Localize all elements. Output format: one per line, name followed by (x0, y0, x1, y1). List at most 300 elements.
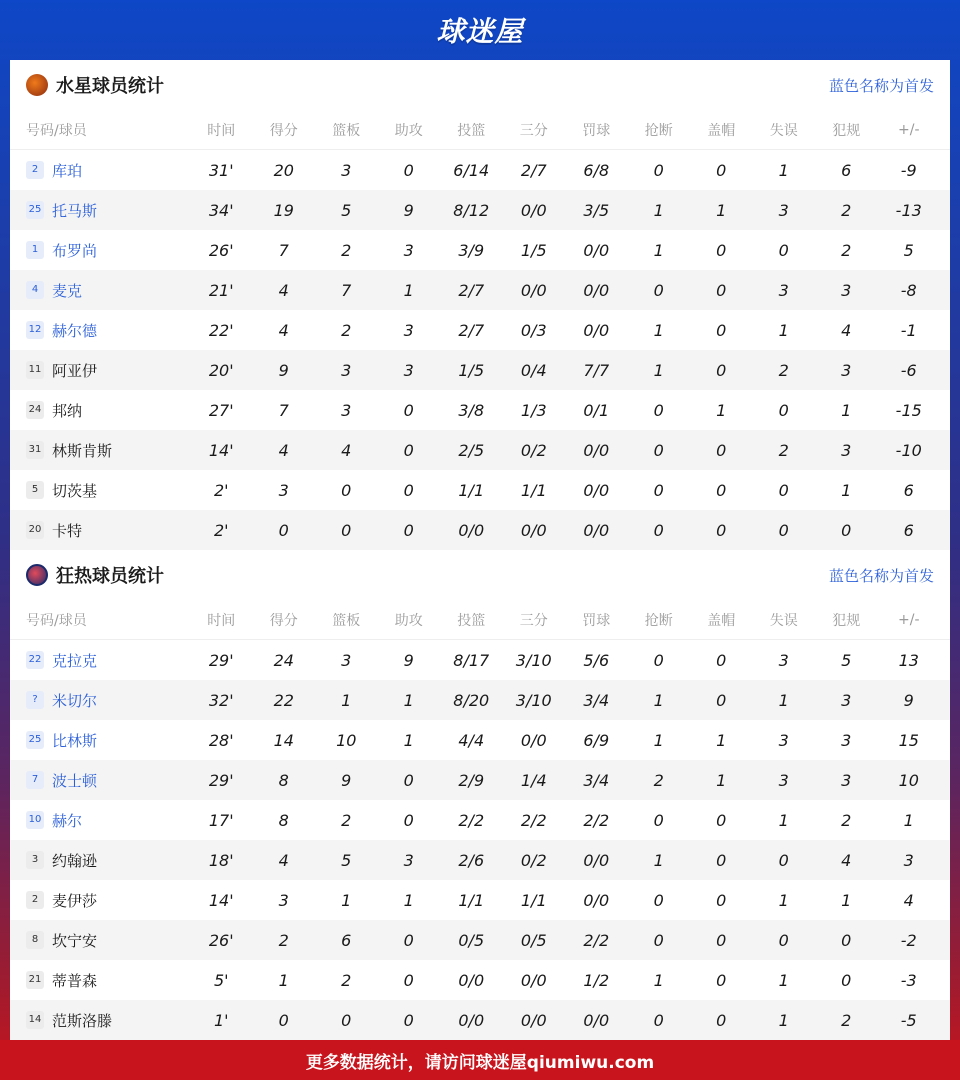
column-header: 抢断 (644, 122, 673, 139)
stat-cell: 0 (716, 480, 727, 500)
stat-cell: 3/5 (583, 200, 610, 220)
column-header: +/- (898, 121, 920, 138)
player-cell (10, 690, 190, 711)
stat-cell: 3 (778, 280, 789, 300)
stat-cell: 0 (341, 480, 352, 500)
stat-cell: 13 (898, 650, 919, 670)
stat-cell: -3 (900, 970, 917, 990)
stat-cell: 0 (716, 810, 727, 830)
stat-cell: 19 (273, 200, 294, 220)
stat-cell: 3 (403, 360, 414, 380)
column-header: 助攻 (394, 612, 423, 629)
stat-cell: 1/1 (520, 480, 547, 500)
stat-cell: 3 (778, 200, 789, 220)
stat-cell: 2/9 (458, 770, 485, 790)
stat-cell: 0 (403, 810, 414, 830)
player-row[interactable] (10, 800, 950, 840)
player-name: 阿亚伊 (52, 361, 98, 380)
stat-cell: 0/2 (520, 850, 547, 870)
player-cell (10, 810, 190, 831)
player-name[interactable]: 托马斯 (52, 201, 98, 220)
stat-cell: 1 (778, 1010, 789, 1030)
jersey-number-badge: 8 (26, 931, 44, 949)
stat-cell: 31' (208, 160, 234, 180)
jersey-number-badge: 31 (26, 441, 44, 459)
stat-cell: 0 (278, 520, 289, 540)
jersey-number-badge: 21 (26, 971, 44, 989)
player-cell (10, 520, 190, 541)
player-row[interactable] (10, 680, 950, 720)
stat-cell: 0 (653, 1010, 664, 1030)
player-cell (10, 200, 190, 221)
stat-cell: 0/0 (520, 1010, 547, 1030)
stat-cell: 1 (653, 200, 664, 220)
column-header-row (10, 600, 950, 640)
stat-cell: 7 (341, 280, 352, 300)
stat-cell: -2 (900, 930, 917, 950)
stat-cell: 3/9 (458, 240, 485, 260)
stat-cell: 9 (341, 770, 352, 790)
stat-cell: 1/1 (458, 890, 485, 910)
player-name[interactable]: 布罗尚 (52, 241, 98, 260)
stat-cell: -9 (900, 160, 917, 180)
column-header: 得分 (269, 122, 298, 139)
team-stats-panel-1 (10, 60, 950, 550)
stat-cell: 0 (716, 240, 727, 260)
player-row[interactable] (10, 430, 950, 470)
stat-cell: 0 (716, 320, 727, 340)
stat-cell: 3 (841, 690, 852, 710)
player-row[interactable] (10, 920, 950, 960)
jersey-number-badge: 10 (26, 811, 44, 829)
stat-cell: 29' (208, 650, 234, 670)
stat-cell: 20' (208, 360, 234, 380)
stat-cell: 2 (841, 200, 852, 220)
stat-cell: 3/4 (583, 690, 610, 710)
stat-cell: 0 (716, 690, 727, 710)
starter-legend-note: 蓝色名称为首发 (828, 76, 934, 95)
panel-title-row (10, 60, 950, 110)
stat-cell: 2' (213, 520, 229, 540)
stat-cell: 2 (841, 1010, 852, 1030)
jersey-number-badge: ? (26, 691, 44, 709)
stat-cell: 1 (653, 850, 664, 870)
stat-cell: 0/4 (520, 360, 547, 380)
stat-cell: 6/8 (583, 160, 610, 180)
jersey-number-badge: 14 (26, 1011, 44, 1029)
stat-cell: 3 (341, 360, 352, 380)
stat-cell: 28' (208, 730, 234, 750)
stat-cell: 3 (903, 850, 914, 870)
stat-cell: 3 (278, 890, 289, 910)
player-name[interactable]: 库珀 (52, 161, 83, 180)
stat-cell: 8 (278, 810, 289, 830)
stat-cell: 2 (841, 810, 852, 830)
stat-cell: 17' (208, 810, 234, 830)
stat-cell: 0 (716, 930, 727, 950)
stat-cell: 0/0 (458, 970, 485, 990)
stat-cell: 3 (341, 160, 352, 180)
stat-cell: 0 (403, 520, 414, 540)
stat-cell: 3 (778, 650, 789, 670)
player-cell (10, 320, 190, 341)
stat-cell: 3 (778, 770, 789, 790)
jersey-number-badge: 25 (26, 201, 44, 219)
stat-cell: 0 (653, 930, 664, 950)
stat-cell: 0 (716, 440, 727, 460)
stat-cell: 2 (341, 810, 352, 830)
stat-cell: 3 (841, 770, 852, 790)
stat-cell: 1 (341, 690, 352, 710)
player-row[interactable] (10, 640, 950, 680)
stat-cell: 0 (403, 440, 414, 460)
stat-cell: 0/1 (583, 400, 610, 420)
stat-cell: 2 (778, 440, 789, 460)
player-name[interactable]: 赫尔 (52, 811, 83, 830)
team-logo-icon (26, 564, 48, 586)
column-header: 失误 (769, 122, 798, 139)
player-row[interactable] (10, 190, 950, 230)
player-cell (10, 240, 190, 261)
stat-cell: 0/0 (583, 280, 610, 300)
stat-cell: 3/10 (515, 650, 552, 670)
player-row[interactable] (10, 270, 950, 310)
stat-cell: 2 (778, 360, 789, 380)
stat-cell: 32' (208, 690, 234, 710)
stat-cell: 9 (403, 200, 414, 220)
stat-cell: 24 (273, 650, 294, 670)
stat-cell: 0 (653, 480, 664, 500)
stat-cell: 1 (653, 730, 664, 750)
stat-cell: 2/5 (458, 440, 485, 460)
stat-cell: 0 (403, 930, 414, 950)
stat-cell: 2/2 (520, 810, 547, 830)
stat-cell: 1 (778, 890, 789, 910)
player-name[interactable]: 麦克 (52, 281, 83, 300)
stat-cell: 0 (778, 400, 789, 420)
player-row[interactable] (10, 390, 950, 430)
stat-cell: 3/10 (515, 690, 552, 710)
player-row[interactable] (10, 350, 950, 390)
column-header: 盖帽 (707, 122, 736, 139)
stat-cell: 2/2 (583, 810, 610, 830)
player-cell (10, 480, 190, 501)
stat-cell: 0 (716, 850, 727, 870)
stat-cell: -13 (895, 200, 922, 220)
player-name: 坎宁安 (52, 931, 98, 950)
stat-cell: 0 (653, 280, 664, 300)
footer-banner[interactable] (0, 1040, 960, 1080)
player-cell (10, 930, 190, 951)
stat-cell: 0/0 (583, 320, 610, 340)
stat-cell: 0 (403, 480, 414, 500)
stat-cell: 1/4 (520, 770, 547, 790)
stat-cell: 4 (278, 280, 289, 300)
player-cell (10, 1010, 190, 1031)
stat-cell: 26' (208, 240, 234, 260)
player-cell (10, 890, 190, 911)
stat-cell: 14' (208, 440, 234, 460)
stat-cell: 2 (278, 930, 289, 950)
footer-link-text[interactable]: 更多数据统计，请访问球迷屋qiumiwu.com (305, 1052, 655, 1073)
stat-cell: 4 (278, 850, 289, 870)
stat-cell: 2' (213, 480, 229, 500)
stat-cell: 0/0 (520, 730, 547, 750)
column-header: 时间 (207, 122, 236, 139)
stat-cell: 0/0 (458, 520, 485, 540)
stat-cell: 6 (841, 160, 852, 180)
stat-cell: 0/2 (520, 440, 547, 460)
player-cell (10, 280, 190, 301)
player-row[interactable] (10, 960, 950, 1000)
stat-cell: 2/7 (458, 320, 485, 340)
stat-cell: 34' (208, 200, 234, 220)
stat-cell: 2 (341, 240, 352, 260)
brand-logo: 球迷屋 (436, 15, 524, 48)
stat-cell: 0 (403, 970, 414, 990)
jersey-number-badge: 5 (26, 481, 44, 499)
jersey-number-badge: 1 (26, 241, 44, 259)
stat-cell: 0 (716, 280, 727, 300)
stat-cell: 1 (903, 810, 914, 830)
stat-cell: 5 (903, 240, 914, 260)
player-name: 范斯洛滕 (52, 1011, 113, 1030)
top-banner (0, 0, 960, 60)
stat-cell: 0/5 (458, 930, 485, 950)
team-stats-panel-2 (10, 550, 950, 1040)
stat-cell: 10 (898, 770, 919, 790)
stat-cell: 0 (653, 440, 664, 460)
jersey-number-badge: 24 (26, 401, 44, 419)
stat-cell: 6 (903, 520, 914, 540)
stat-cell: 1 (403, 890, 414, 910)
column-header: 犯规 (832, 612, 861, 629)
stat-cell: 0 (653, 520, 664, 540)
stat-cell: 2/6 (458, 850, 485, 870)
starter-legend-note: 蓝色名称为首发 (828, 566, 934, 585)
team-logo-icon (26, 74, 48, 96)
stat-cell: -1 (900, 320, 917, 340)
stat-cell: 1 (653, 970, 664, 990)
jersey-number-badge: 22 (26, 651, 44, 669)
stat-cell: 0/0 (583, 520, 610, 540)
stat-cell: 7 (278, 400, 289, 420)
column-header: 盖帽 (707, 612, 736, 629)
stat-cell: 2 (841, 240, 852, 260)
stat-cell: 5 (341, 850, 352, 870)
stat-cell: 3 (841, 440, 852, 460)
stat-cell: 1/1 (520, 890, 547, 910)
stat-cell: 0 (778, 480, 789, 500)
player-name: 卡特 (52, 521, 83, 540)
column-header: 犯规 (832, 122, 861, 139)
stat-cell: 0/3 (520, 320, 547, 340)
column-header-row (10, 110, 950, 150)
stat-cell: 1 (841, 480, 852, 500)
stat-cell: 0 (778, 240, 789, 260)
player-name[interactable]: 波士顿 (52, 771, 98, 790)
stat-cell: 27' (208, 400, 234, 420)
stat-cell: 10 (336, 730, 357, 750)
stat-cell: 0/0 (520, 280, 547, 300)
stat-cell: 1 (778, 320, 789, 340)
player-cell (10, 440, 190, 461)
stat-cell: 3 (841, 360, 852, 380)
stat-cell: 0/0 (458, 1010, 485, 1030)
player-row[interactable] (10, 880, 950, 920)
jersey-number-badge: 12 (26, 321, 44, 339)
stat-cell: 8/20 (453, 690, 490, 710)
column-header: 罚球 (582, 612, 611, 629)
stat-cell: 0 (716, 970, 727, 990)
column-header: 三分 (519, 122, 548, 139)
stat-cell: 3 (278, 480, 289, 500)
stat-cell: 9 (903, 690, 914, 710)
stat-cell: 1 (778, 160, 789, 180)
player-row[interactable] (10, 150, 950, 190)
stat-cell: 14' (208, 890, 234, 910)
stat-cell: 4 (841, 320, 852, 340)
stat-cell: 3 (341, 400, 352, 420)
jersey-number-badge: 20 (26, 521, 44, 539)
stat-cell: 3 (841, 280, 852, 300)
stat-cell: 22 (273, 690, 294, 710)
player-cell (10, 160, 190, 181)
stat-cell: -8 (900, 280, 917, 300)
stat-cell: 15 (898, 730, 919, 750)
stat-cell: 0 (653, 400, 664, 420)
stat-cell: 1 (653, 360, 664, 380)
stat-cell: 0 (778, 930, 789, 950)
stat-cell: 1 (778, 970, 789, 990)
stat-cell: 0/0 (583, 850, 610, 870)
stat-cell: 1/3 (520, 400, 547, 420)
stat-cell: 8 (278, 770, 289, 790)
jersey-number-badge: 2 (26, 161, 44, 179)
column-header: 号码/球员 (26, 612, 87, 629)
stat-cell: 2 (653, 770, 664, 790)
stat-cell: -15 (895, 400, 922, 420)
column-header: +/- (898, 611, 920, 628)
stat-cell: 0 (778, 850, 789, 870)
stat-cell: 6 (341, 930, 352, 950)
stat-cell: 3/8 (458, 400, 485, 420)
stat-cell: 4 (341, 440, 352, 460)
stat-cell: 0/0 (583, 440, 610, 460)
stat-cell: 0 (341, 520, 352, 540)
player-cell (10, 650, 190, 671)
stat-cell: 2 (341, 970, 352, 990)
jersey-number-badge: 2 (26, 891, 44, 909)
stat-cell: 1 (716, 770, 727, 790)
column-header: 抢断 (644, 612, 673, 629)
player-cell (10, 400, 190, 421)
stat-cell: 0 (841, 970, 852, 990)
stat-cell: 0 (716, 160, 727, 180)
player-cell (10, 360, 190, 381)
player-row[interactable] (10, 470, 950, 510)
player-cell (10, 730, 190, 751)
team-stats-title: 狂热球员统计 (56, 566, 164, 587)
stat-cell: 1 (716, 200, 727, 220)
stat-cell: 7 (278, 240, 289, 260)
stat-cell: -6 (900, 360, 917, 380)
jersey-number-badge: 25 (26, 731, 44, 749)
player-row[interactable] (10, 230, 950, 270)
column-header: 投篮 (457, 612, 486, 629)
stat-cell: 1 (653, 240, 664, 260)
stat-cell: 4/4 (458, 730, 485, 750)
stat-cell: 0/0 (583, 480, 610, 500)
column-header: 三分 (519, 612, 548, 629)
player-row[interactable] (10, 310, 950, 350)
stat-cell: 3 (778, 730, 789, 750)
stat-cell: 0 (778, 520, 789, 540)
player-name[interactable]: 比林斯 (52, 731, 98, 750)
stat-cell: 0/5 (520, 930, 547, 950)
player-row[interactable] (10, 760, 950, 800)
stat-cell: 5' (213, 970, 229, 990)
stat-cell: 1/1 (458, 480, 485, 500)
stat-cell: 1 (716, 730, 727, 750)
player-name: 麦伊莎 (52, 891, 98, 910)
stat-cell: 8/17 (453, 650, 490, 670)
column-header: 得分 (269, 612, 298, 629)
stat-cell: 0 (716, 1010, 727, 1030)
stat-cell: 6 (903, 480, 914, 500)
column-header: 助攻 (394, 122, 423, 139)
player-row[interactable] (10, 1000, 950, 1040)
stat-cell: 0 (403, 770, 414, 790)
stat-cell: 1 (841, 400, 852, 420)
team-title (26, 562, 164, 588)
player-name: 蒂普森 (52, 971, 98, 990)
stat-cell: 0/0 (520, 200, 547, 220)
stat-cell: 1 (341, 890, 352, 910)
player-row[interactable] (10, 510, 950, 550)
stat-cell: 26' (208, 930, 234, 950)
stat-cell: 1 (403, 280, 414, 300)
player-cell (10, 970, 190, 991)
column-header: 号码/球员 (26, 122, 87, 139)
stat-cell: 2/7 (458, 280, 485, 300)
jersey-number-badge: 3 (26, 851, 44, 869)
player-cell (10, 850, 190, 871)
stat-cell: 0 (403, 1010, 414, 1030)
stat-cell: 5 (341, 200, 352, 220)
player-name[interactable]: 米切尔 (52, 691, 98, 710)
stat-cell: 3 (841, 730, 852, 750)
player-name[interactable]: 克拉克 (52, 651, 98, 670)
column-header: 罚球 (582, 122, 611, 139)
stat-cell: 1 (403, 730, 414, 750)
stat-cell: 0 (403, 400, 414, 420)
stat-cell: 2/7 (520, 160, 547, 180)
player-name: 切茨基 (52, 481, 98, 500)
stat-cell: 1 (653, 690, 664, 710)
player-name[interactable]: 赫尔德 (52, 321, 98, 340)
stat-cell: 4 (278, 320, 289, 340)
stat-cell: 3 (403, 320, 414, 340)
player-cell (10, 770, 190, 791)
stat-cell: 0 (716, 520, 727, 540)
player-row[interactable] (10, 720, 950, 760)
stat-cell: -5 (900, 1010, 917, 1030)
stat-cell: 14 (273, 730, 294, 750)
stat-cell: 3 (403, 240, 414, 260)
column-header: 篮板 (332, 122, 361, 139)
player-row[interactable] (10, 840, 950, 880)
